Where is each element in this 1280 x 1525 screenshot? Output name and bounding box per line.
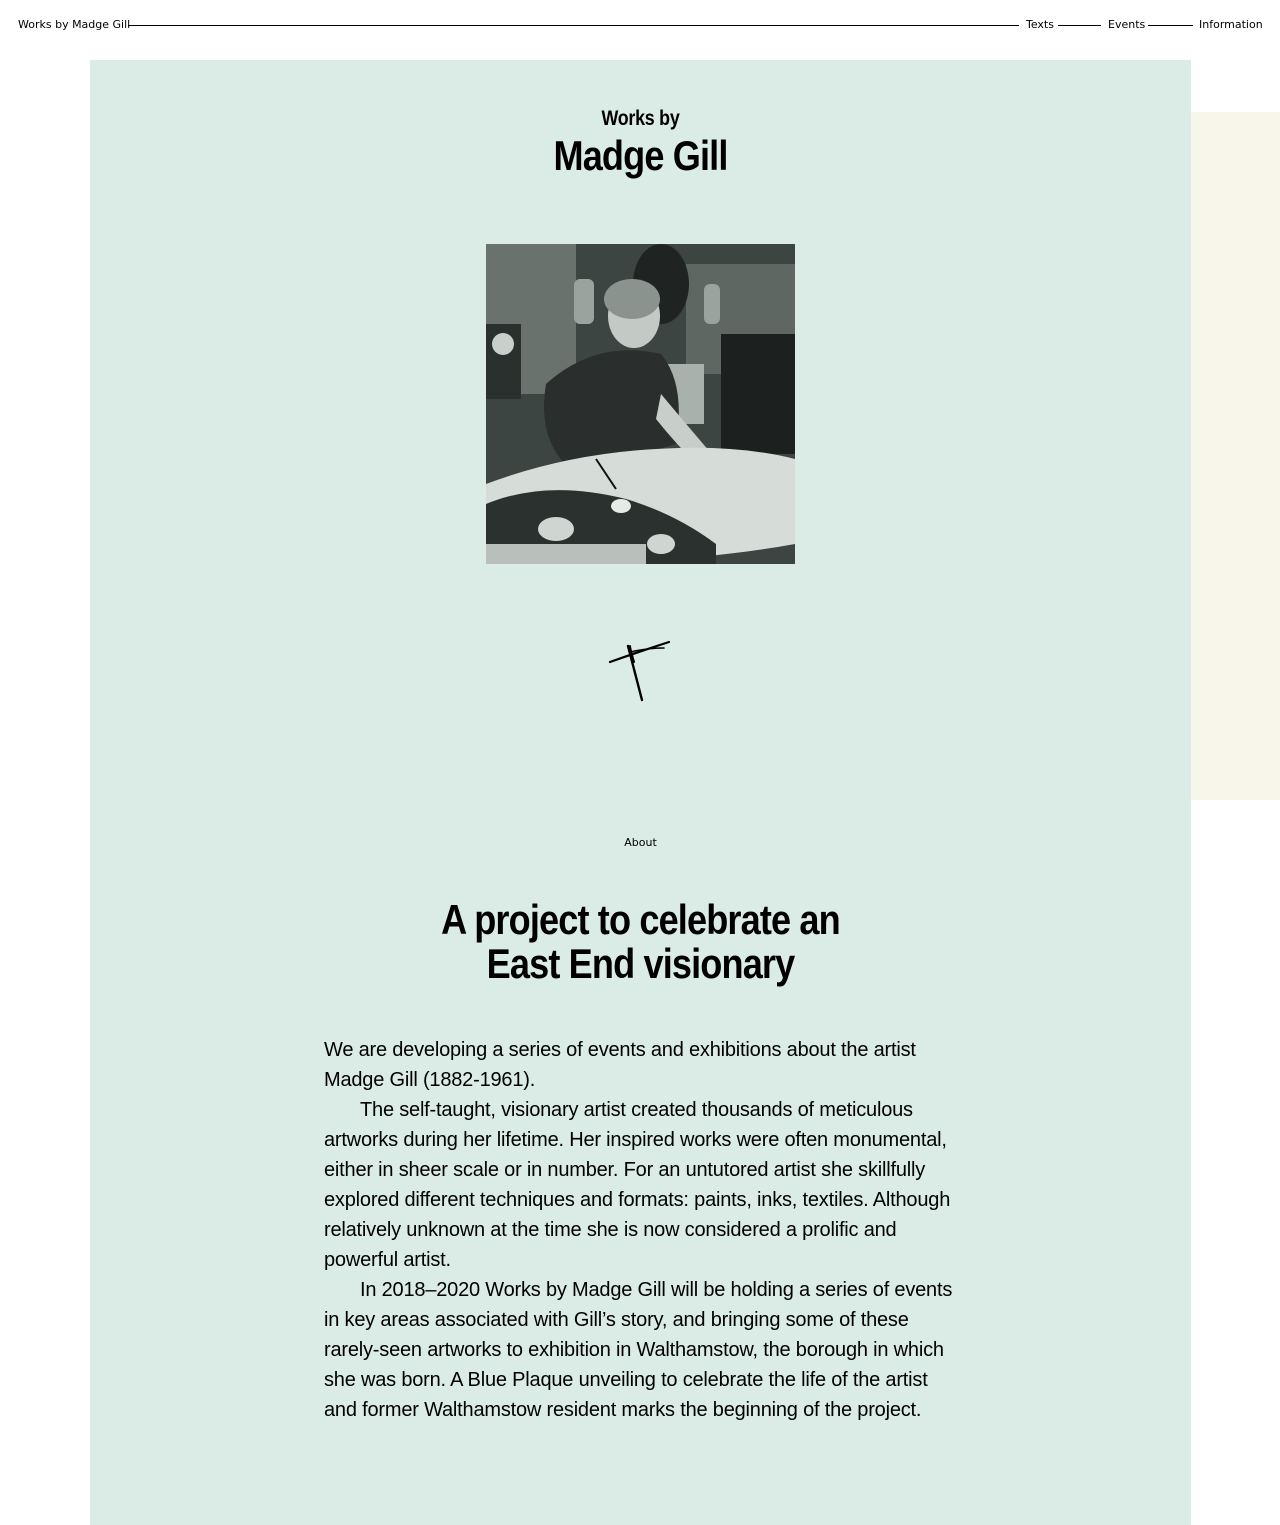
top-navigation: [0, 0, 1280, 50]
nav-link-events[interactable]: Events: [1108, 18, 1146, 31]
nav-divider-line: [1058, 25, 1101, 26]
nav-divider-line: [1148, 25, 1193, 26]
about-paragraph-2: The self-taught, visionary artist created thousands of meticulous artworks during her lifetime. Her inspired works were often monumental, either in sheer scale or in number. For an untutored artist she skillfully explored different techniques and formats: paints, inks, textiles. Although relatively unknown at the time she is now considered a prolific and powerful artist.: [324, 1099, 951, 1271]
section-label-about[interactable]: About: [624, 836, 657, 849]
hero-photo: [486, 244, 795, 564]
section-headline: [167, 898, 1114, 986]
nav-divider-line: [128, 25, 1019, 26]
nav-link-information[interactable]: Information: [1199, 18, 1263, 31]
section-headline-line1: A project to celebrate an: [441, 896, 840, 943]
nav-link-texts[interactable]: Texts: [1026, 18, 1054, 31]
about-paragraph-1: We are developing a series of events and exhibitions about the artist Madge Gill (1882-1961).: [324, 1039, 916, 1091]
hero-title: Madge Gill: [553, 132, 728, 179]
hero-kicker: Works by: [601, 107, 680, 130]
about-paragraph-3: In 2018–2020 Works by Madge Gill will be holding a series of events in key areas associated with Gill’s story, and bringing some of these rarely-seen artworks to exhibition in Walthamstow, the borough in which she was born. A Blue Plaque unveiling to celebrate the life of the artist and former Walthamstow resident marks the beginning of the project.: [324, 1279, 953, 1421]
side-panel: [1190, 112, 1280, 800]
signature-mark-icon: [608, 638, 672, 704]
section-headline-line2: East End visionary: [486, 940, 795, 987]
about-body-text: [324, 1035, 964, 1425]
main-panel: [90, 60, 1191, 1525]
site-title-link[interactable]: Works by Madge Gill: [18, 18, 131, 31]
